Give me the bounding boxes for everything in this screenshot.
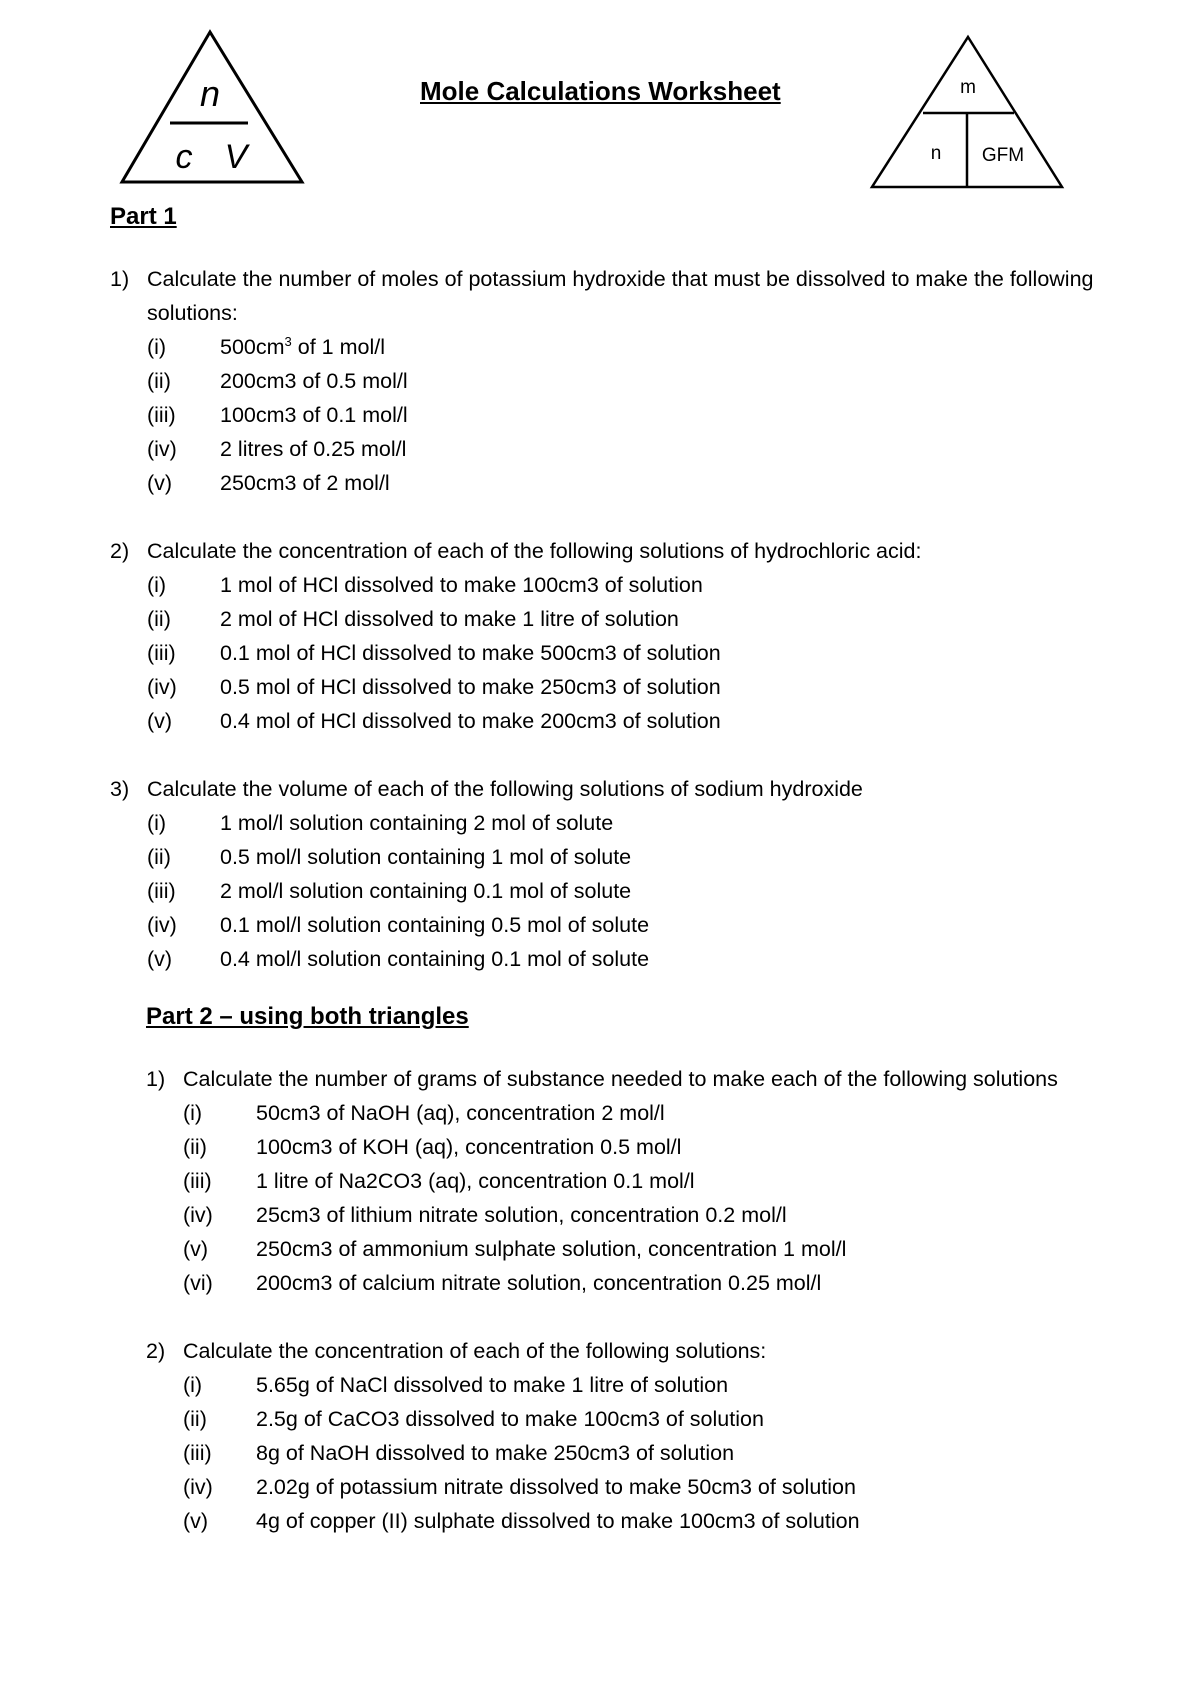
item-roman: (iv)	[147, 437, 177, 461]
question-number: 1)	[146, 1067, 166, 1091]
item-text: 25cm3 of lithium nitrate solution, concentration 0.2 mol/l	[256, 1203, 787, 1227]
item-text: 2.5g of CaCO3 dissolved to make 100cm3 of solution	[256, 1407, 764, 1431]
item-roman: (iv)	[183, 1203, 213, 1227]
item-roman: (ii)	[147, 845, 171, 869]
mass-bottom-right-label: GFM	[981, 145, 1025, 166]
item-text: 250cm3 of 2 mol/l	[220, 471, 390, 495]
item-roman: (ii)	[183, 1135, 207, 1159]
item-text: $500cm^3$ of 1 mol/l	[220, 333, 385, 359]
item-roman: (i)	[183, 1101, 203, 1125]
item-text: 2 mol/l solution containing 0.1 mol of solute	[220, 879, 632, 903]
question-text-continued: solutions:	[147, 301, 238, 325]
question-number: 2)	[110, 539, 130, 563]
item-text: 4g of copper (II) sulphate dissolved to make 100cm3 of solution	[256, 1509, 860, 1533]
item-roman: (iv)	[147, 913, 177, 937]
item-text: 8g of NaOH dissolved to make 250cm3 of solution	[256, 1441, 735, 1465]
item-text: 100cm3 of 0.1 mol/l	[220, 403, 408, 427]
item-roman: (v)	[183, 1509, 209, 1533]
item-text: 0.4 mol of HCl dissolved to make 200cm3 of solution	[220, 709, 721, 733]
ncv-bottom-left-label: c	[175, 138, 193, 176]
item-text: 2 mol of HCl dissolved to make 1 litre of solution	[220, 607, 679, 631]
item-text: 2.02g of potassium nitrate dissolved to make 50cm3 of solution	[256, 1475, 856, 1499]
item-text: 250cm3 of ammonium sulphate solution, concentration 1 mol/l	[256, 1237, 847, 1261]
item-text: 100cm3 of KOH (aq), concentration 0.5 mol/l	[256, 1135, 682, 1159]
item-text: 1 mol/l solution containing 2 mol of solute	[220, 811, 614, 835]
ncv-top-label: n	[199, 73, 221, 114]
item-roman: (iii)	[147, 879, 176, 903]
item-roman: (iii)	[183, 1169, 212, 1193]
item-roman: (iv)	[183, 1475, 213, 1499]
item-text: 1 mol of HCl dissolved to make 100cm3 of solution	[220, 573, 703, 597]
mass-bottom-left-label: n	[930, 143, 942, 164]
item-roman: (i)	[147, 573, 167, 597]
item-text: 5.65g of NaCl dissolved to make 1 litre of solution	[256, 1373, 729, 1397]
part2-heading: Part 2 – using both triangles	[146, 1003, 469, 1030]
item-text: 0.1 mol of HCl dissolved to make 500cm3 of solution	[220, 641, 721, 665]
question-text: Calculate the concentration of each of the following solutions:	[183, 1339, 767, 1363]
ncv-bottom-right-label: V	[224, 138, 248, 176]
question-number: 2)	[146, 1339, 166, 1363]
item-text: 0.5 mol/l solution containing 1 mol of solute	[220, 845, 632, 869]
item-roman: (v)	[183, 1237, 209, 1261]
item-text: 1 litre of Na2CO3 (aq), concentration 0.1 mol/l	[256, 1169, 695, 1193]
item-roman: (iii)	[147, 641, 176, 665]
mass-top-label: m	[960, 77, 976, 98]
item-roman: (v)	[147, 471, 173, 495]
item-text: 2 litres of 0.25 mol/l	[220, 437, 407, 461]
item-roman: (iii)	[183, 1441, 212, 1465]
question-number: 3)	[110, 777, 130, 801]
item-text: 50cm3 of NaOH (aq), concentration 2 mol/l	[256, 1101, 665, 1125]
item-roman: (ii)	[147, 369, 171, 393]
item-roman: (vi)	[183, 1271, 213, 1295]
item-roman: (v)	[147, 947, 173, 971]
item-text: 200cm3 of 0.5 mol/l	[220, 369, 408, 393]
item-roman: (ii)	[147, 607, 171, 631]
question-number: 1)	[110, 267, 130, 291]
page-title: Mole Calculations Worksheet	[420, 76, 781, 106]
mass-triangle-diagram	[868, 33, 1068, 193]
ncv-triangle-diagram	[118, 28, 306, 188]
item-roman: (ii)	[183, 1407, 207, 1431]
question-text: Calculate the number of grams of substance needed to make each of the following solutions	[183, 1067, 1058, 1091]
item-roman: (v)	[147, 709, 173, 733]
question-text: Calculate the number of moles of potassium hydroxide that must be dissolved to make the following	[147, 267, 1094, 291]
item-roman: (i)	[147, 335, 167, 359]
item-roman: (i)	[147, 811, 167, 835]
item-text: 200cm3 of calcium nitrate solution, concentration 0.25 mol/l	[256, 1271, 822, 1295]
item-roman: (iv)	[147, 675, 177, 699]
item-text: 0.4 mol/l solution containing 0.1 mol of solute	[220, 947, 650, 971]
item-roman: (iii)	[147, 403, 176, 427]
part1-heading: Part 1	[110, 203, 177, 230]
item-text: 0.5 mol of HCl dissolved to make 250cm3 of solution	[220, 675, 721, 699]
question-text: Calculate the concentration of each of the following solutions of hydrochloric acid:	[147, 539, 922, 563]
question-text: Calculate the volume of each of the following solutions of sodium hydroxide	[147, 777, 863, 801]
item-roman: (i)	[183, 1373, 203, 1397]
item-text: 0.1 mol/l solution containing 0.5 mol of solute	[220, 913, 650, 937]
